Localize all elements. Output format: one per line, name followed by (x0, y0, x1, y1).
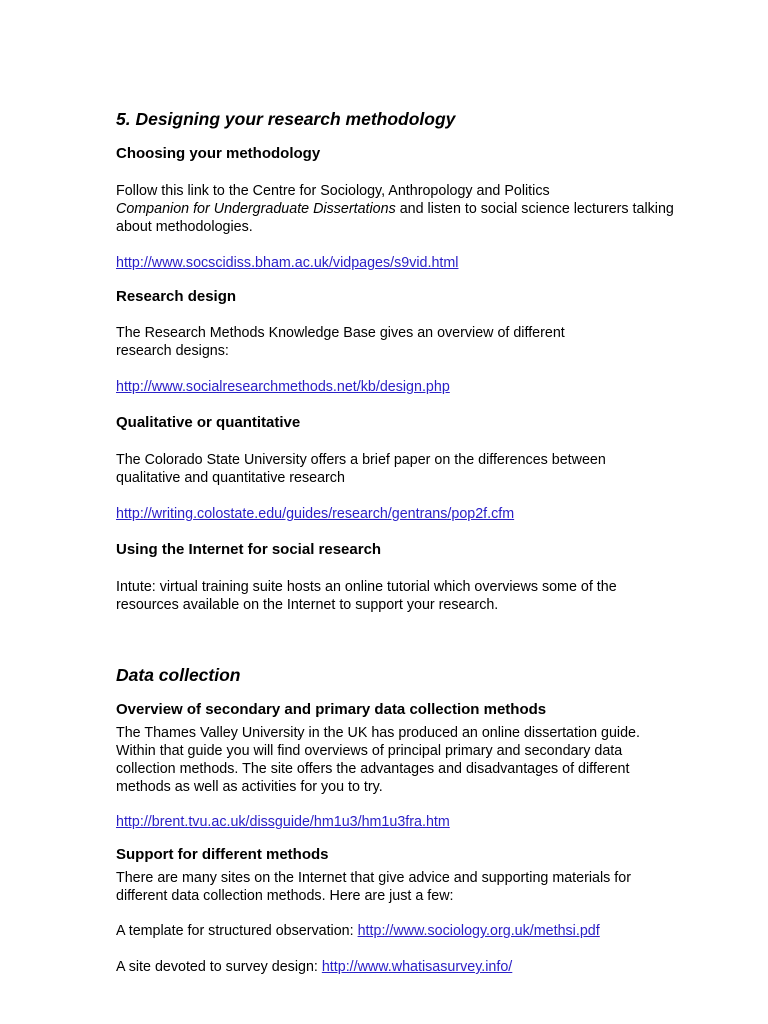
paragraph-overview-methods: The Thames Valley University in the UK has produced an online dissertation guide. Within that guide you will find overviews of principal primary and secondary data collection methods. The site offers the advantages and disadvantages of different methods as well as activities for you to try. (116, 725, 640, 795)
link-research-methods-kb[interactable]: http://www.socialresearchmethods.net/kb/design.php (116, 379, 450, 395)
line-survey-design (116, 958, 676, 976)
heading-support-methods: Support for different methods (116, 846, 329, 863)
link-whatisasurvey[interactable]: http://www.whatisasurvey.info/ (321, 959, 513, 975)
heading-internet-research: Using the Internet for social research (116, 541, 382, 558)
choosing-text-after: and listen to social science lecturers talking about methodologies. (116, 201, 674, 235)
choosing-text-before: Follow this link to the Centre for Sociology, Anthropology and Politics (116, 183, 550, 199)
heading-qualitative-quantitative: Qualitative or quantitative (116, 414, 301, 431)
survey-label: A site devoted to survey design: (116, 959, 322, 975)
line-structured-observation (116, 922, 676, 940)
heading-research-design: Research design (116, 288, 237, 305)
paragraph-research-design: The Research Methods Knowledge Base gives an overview of different research designs: (116, 325, 565, 359)
link-tvu-dissguide[interactable]: http://brent.tvu.ac.uk/dissguide/hm1u3/hm1u3fra.htm (116, 814, 450, 830)
template-label: A template for structured observation: (116, 923, 358, 939)
link-sociology-methsi[interactable]: http://www.sociology.org.uk/methsi.pdf (357, 923, 600, 939)
heading-choosing-methodology: Choosing your methodology (116, 145, 321, 162)
paragraph-choosing-methodology (116, 182, 676, 236)
section-title-methodology: 5. Designing your research methodology (116, 109, 456, 129)
heading-overview-methods: Overview of secondary and primary data collection methods (116, 701, 547, 718)
link-socscidiss[interactable]: http://www.socscidiss.bham.ac.uk/vidpages/s9vid.html (116, 255, 459, 271)
paragraph-qualitative-quantitative: The Colorado State University offers a brief paper on the differences between qualitative and quantitative research (116, 452, 606, 486)
link-colostate[interactable]: http://writing.colostate.edu/guides/research/gentrans/pop2f.cfm (116, 506, 515, 522)
choosing-text-italic: Companion for Undergraduate Dissertations (116, 201, 396, 217)
section-title-data-collection: Data collection (116, 665, 241, 685)
paragraph-internet-research: Intute: virtual training suite hosts an online tutorial which overviews some of the resources available on the Internet to support your research. (116, 579, 617, 613)
paragraph-support-methods: There are many sites on the Internet that give advice and supporting materials for different data collection methods. Here are just a few: (116, 870, 631, 904)
